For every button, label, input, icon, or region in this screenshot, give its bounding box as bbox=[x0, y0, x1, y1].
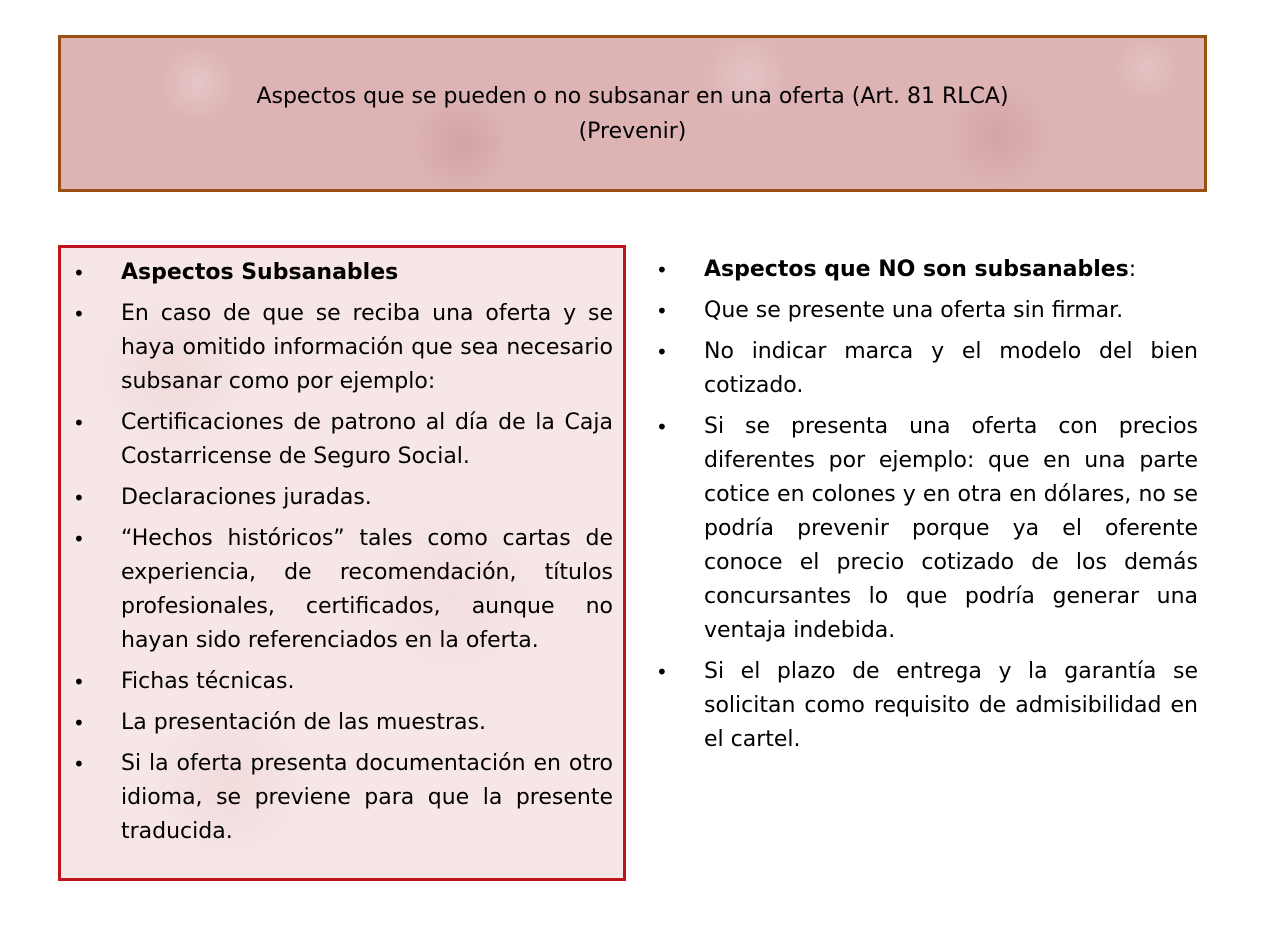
bullet-icon: • bbox=[73, 486, 85, 510]
heading-colon: : bbox=[1128, 257, 1137, 282]
bullet-icon: • bbox=[73, 302, 85, 326]
subsanables-list bbox=[73, 256, 613, 856]
list-item bbox=[73, 481, 613, 515]
list-item-text: La presentación de las muestras. bbox=[121, 710, 486, 735]
no-subsanables-heading: Aspectos que NO son subsanables bbox=[704, 257, 1129, 282]
list-item-text: No indicar marca y el modelo del bien cotizado. bbox=[704, 339, 1198, 398]
bullet-icon: • bbox=[656, 258, 668, 282]
list-item-text: Declaraciones juradas. bbox=[121, 485, 372, 510]
bullet-icon: • bbox=[656, 415, 668, 439]
list-item bbox=[73, 665, 613, 699]
list-item bbox=[73, 256, 613, 290]
slide-subtitle: (Prevenir) bbox=[578, 118, 687, 144]
list-item-text: Certificaciones de patrono al día de la Caja Costarricense de Seguro Social. bbox=[121, 410, 613, 469]
bullet-icon: • bbox=[73, 411, 85, 435]
subsanables-box bbox=[58, 245, 626, 881]
list-item-text: Fichas técnicas. bbox=[121, 669, 295, 694]
bullet-icon: • bbox=[656, 340, 668, 364]
list-item-text: “Hechos históricos” tales como cartas de experiencia, de recomendación, títulos profesionales, certificados, aunque no hayan sido referenciados en la oferta. bbox=[121, 526, 613, 653]
slide-title-box bbox=[58, 35, 1207, 192]
list-item bbox=[656, 655, 1198, 757]
bullet-icon: • bbox=[656, 660, 668, 684]
slide-title: Aspectos que se pueden o no subsanar en una oferta (Art. 81 RLCA) bbox=[256, 83, 1009, 109]
list-item-text: En caso de que se reciba una oferta y se haya omitido información que sea necesario subsanar como por ejemplo: bbox=[121, 301, 613, 394]
list-item bbox=[73, 747, 613, 849]
list-item-text: Si el plazo de entrega y la garantía se solicitan como requisito de admisibilidad en el cartel. bbox=[704, 659, 1198, 752]
list-item bbox=[73, 297, 613, 399]
list-item bbox=[656, 294, 1198, 328]
bullet-icon: • bbox=[73, 670, 85, 694]
list-item bbox=[73, 706, 613, 740]
list-item-text: Si la oferta presenta documentación en otro idioma, se previene para que la presente traducida. bbox=[121, 751, 613, 844]
bullet-icon: • bbox=[73, 261, 85, 285]
list-item bbox=[73, 522, 613, 658]
bullet-icon: • bbox=[73, 527, 85, 551]
bullet-icon: • bbox=[73, 752, 85, 776]
list-item bbox=[73, 406, 613, 474]
list-item bbox=[656, 253, 1198, 287]
list-item-text: Si se presenta una oferta con precios diferentes por ejemplo: que en una parte cotice en colones y en otra en dólares, no se podría prevenir porque ya el oferente conoce el precio cotizado de los demás concursantes lo que podría generar una ventaja indebida. bbox=[704, 414, 1198, 643]
bullet-icon: • bbox=[656, 299, 668, 323]
subsanables-heading: Aspectos Subsanables bbox=[121, 260, 399, 285]
list-item bbox=[656, 335, 1198, 403]
no-subsanables-list bbox=[656, 253, 1198, 764]
list-item-text: Que se presente una oferta sin firmar. bbox=[704, 298, 1124, 323]
list-item bbox=[656, 410, 1198, 648]
bullet-icon: • bbox=[73, 711, 85, 735]
